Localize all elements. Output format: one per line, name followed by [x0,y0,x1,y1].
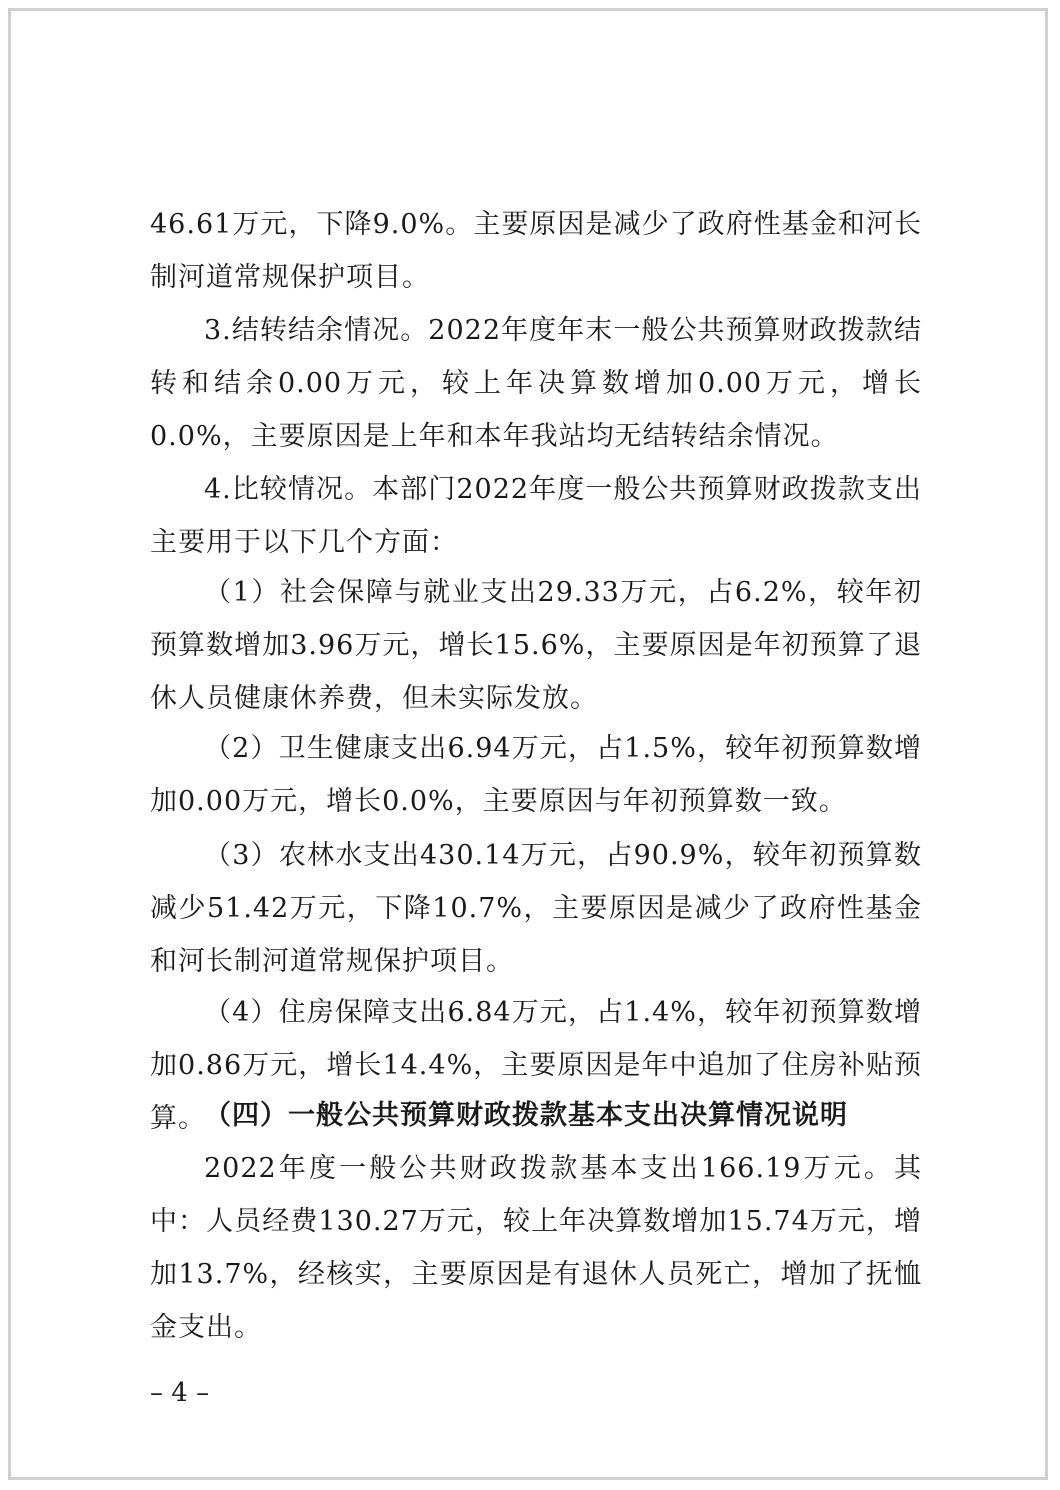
page-number: – 4 – [150,1378,210,1408]
paragraph-health: （2）卫生健康支出6.94万元，占1.5%，较年初预算数增加0.00万元，增长0.0%，主要原因与年初预算数一致。 [150,733,922,817]
paragraph-carryover-balance: 3.结转结余情况。2022年度年末一般公共预算财政拨款结转和结余0.00万元，较上年决算数增加0.00万元，增长0.0%，主要原因是上年和本年我站均无结转结余情况。 [150,315,922,452]
section-heading: （四）一般公共预算财政拨款基本支出决算情况说明 [204,1100,848,1131]
paragraph-social-security: （1）社会保障与就业支出29.33万元，占6.2%，较年初预算数增加3.96万元，增长15.6%，主要原因是年初预算了退休人员健康休养费，但未实际发放。 [150,577,922,714]
paragraph-housing: （4）住房保障支出6.84万元，占1.4%，较年初预算数增加0.86万元，增长14.4%，主要原因是年中追加了住房补贴预算。 [150,997,922,1134]
paragraph-basic-expenditure: 2022年度一般公共财政拨款基本支出166.19万元。其中：人员经费130.27万元，较上年决算数增加15.74万元，增加13.7%，经核实，主要原因是有退休人员死亡，增加了抚恤金支出。 [150,1153,922,1343]
paragraph-comparison: 4.比较情况。本部门2022年度一般公共预算财政拨款支出主要用于以下几个方面： [150,474,922,558]
paragraph-continuation: 46.61万元，下降9.0%。主要原因是减少了政府性基金和河长制河道常规保护项目。 [150,209,922,293]
paragraph-agriculture: （3）农林水支出430.14万元，占90.9%，较年初预算数减少51.42万元，下降10.7%，主要原因是减少了政府性基金和河长制河道常规保护项目。 [150,840,922,977]
